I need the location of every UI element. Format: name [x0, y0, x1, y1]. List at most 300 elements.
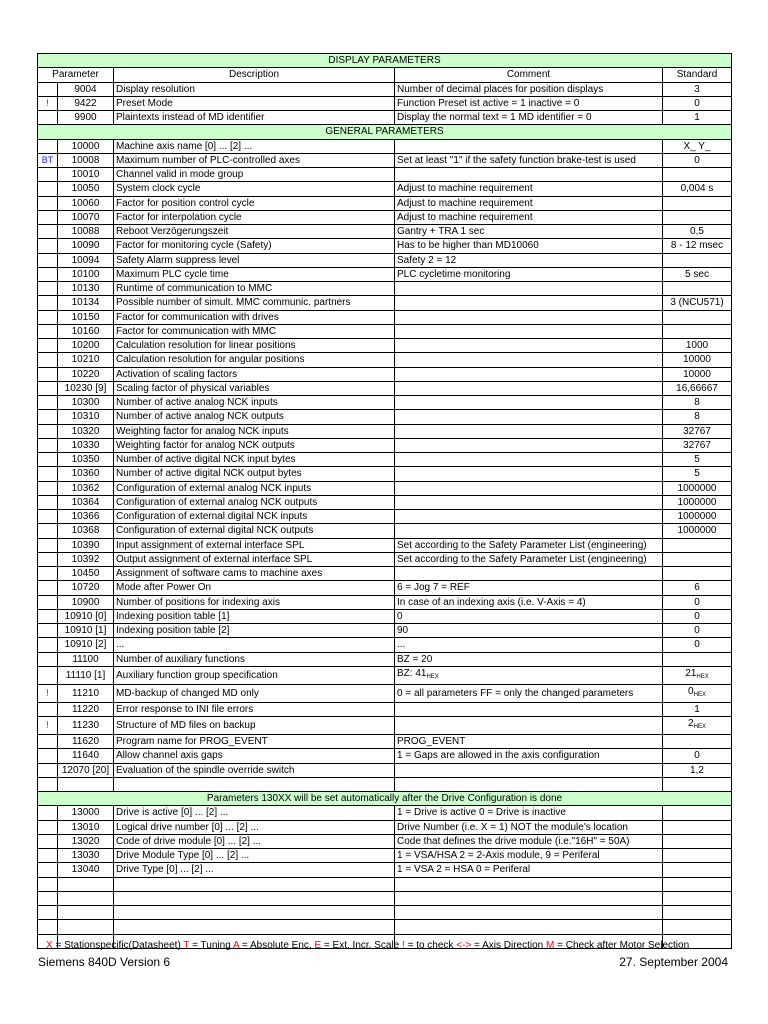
row-standard [663, 863, 732, 877]
row-description [114, 702, 395, 716]
row-parameter [58, 367, 114, 381]
row-flag [38, 552, 58, 566]
empty-cell [395, 777, 663, 791]
row-comment-text: 1 = Drive is active 0 = Drive is inactive [397, 807, 566, 819]
row-standard-text: 8 [694, 397, 700, 409]
row-parameter [58, 524, 114, 538]
row-comment-text: Set according to the Safety Parameter List (engineering) [397, 553, 647, 565]
row-description-text: Allow channel axis gaps [116, 750, 223, 762]
row-description-text: Maximum number of PLC-controlled axes [116, 154, 300, 166]
row-parameter-text: 10910 [0] [64, 610, 107, 622]
row-flag-text: ! [46, 97, 49, 108]
legend-key: <-> [456, 940, 472, 951]
table-row [38, 253, 732, 267]
row-flag [38, 717, 58, 735]
empty-cell [114, 777, 395, 791]
row-flag [38, 438, 58, 452]
row-description [114, 396, 395, 410]
row-comment-text: 0 [397, 610, 403, 622]
legend-text: = Tuning [189, 940, 231, 951]
empty-cell [114, 891, 395, 905]
row-description [114, 253, 395, 267]
row-comment [395, 638, 663, 652]
table-row [38, 495, 732, 509]
row-description [114, 453, 395, 467]
row-description-text: Weighting factor for analog NCK outputs [116, 439, 295, 451]
row-description [114, 210, 395, 224]
row-flag [38, 153, 58, 167]
table-row [38, 624, 732, 638]
row-comment-text: 1 = Gaps are allowed in the axis configuration [397, 750, 600, 762]
empty-cell [395, 891, 663, 905]
row-description-text: Drive Module Type [0] ... [2] ... [116, 850, 250, 862]
row-description [114, 239, 395, 253]
row-description [114, 139, 395, 153]
row-standard [663, 324, 732, 338]
row-standard [663, 495, 732, 509]
row-description-text: Display resolution [116, 83, 195, 95]
row-description-text: Scaling factor of physical variables [116, 382, 270, 394]
row-parameter [58, 609, 114, 623]
row-description-text: Runtime of communication to MMC [116, 283, 273, 295]
row-parameter-text: 10366 [71, 511, 100, 523]
row-description-text: MD-backup of changed MD only [116, 687, 259, 699]
row-parameter [58, 567, 114, 581]
row-description-text: Mode after Power On [116, 582, 212, 594]
table-row [38, 567, 732, 581]
row-standard-text: 6 [694, 582, 700, 594]
row-flag [38, 339, 58, 353]
table-row [38, 863, 732, 877]
row-parameter [58, 182, 114, 196]
row-flag [38, 567, 58, 581]
table-row [38, 310, 732, 324]
row-flag [38, 381, 58, 395]
legend-key: T [183, 940, 190, 951]
row-parameter [58, 239, 114, 253]
table-row [38, 652, 732, 666]
row-description-text: Output assignment of external interface SPL [116, 553, 313, 565]
row-standard [663, 538, 732, 552]
row-standard [663, 552, 732, 566]
table-row [38, 296, 732, 310]
empty-row [38, 906, 732, 920]
column-header-description: Description [114, 68, 395, 82]
row-description-text: Input assignment of external interface SPL [116, 539, 305, 551]
legend-key: X [46, 940, 53, 951]
row-comment-text: 0 = all parameters FF = only the changed parameters [397, 687, 634, 699]
table-row [38, 684, 732, 702]
row-parameter-text: 13010 [71, 821, 100, 833]
legend-key: ! [402, 940, 405, 951]
row-description-text: Maximum PLC cycle time [116, 268, 229, 280]
row-parameter-text: 10910 [1] [64, 625, 107, 637]
row-parameter [58, 381, 114, 395]
row-standard [663, 820, 732, 834]
row-parameter-text: 10008 [71, 154, 100, 166]
row-description [114, 310, 395, 324]
row-comment [395, 296, 663, 310]
row-comment-text: ... [397, 639, 406, 651]
row-description [114, 735, 395, 749]
row-standard-text: 16,66667 [676, 382, 718, 394]
row-parameter-text: 10100 [71, 268, 100, 280]
empty-cell [663, 777, 732, 791]
row-parameter [58, 153, 114, 167]
row-description-text: Assignment of software cams to machine axes [116, 568, 323, 580]
row-flag [38, 481, 58, 495]
row-parameter-text: 10392 [71, 553, 100, 565]
row-parameter-text: 13030 [71, 850, 100, 862]
empty-cell [38, 906, 58, 920]
row-parameter-text: 10362 [71, 482, 100, 494]
row-description-text: Possible number of simult. MMC communic. partners [116, 297, 351, 309]
row-parameter [58, 96, 114, 110]
row-parameter [58, 638, 114, 652]
table-row [38, 538, 732, 552]
row-flag [38, 495, 58, 509]
row-flag [38, 834, 58, 848]
row-description-text: Number of active analog NCK inputs [116, 397, 278, 409]
row-standard [663, 353, 732, 367]
row-description [114, 820, 395, 834]
row-flag [38, 296, 58, 310]
column-header-row [38, 68, 732, 82]
table-row [38, 467, 732, 481]
row-standard [663, 253, 732, 267]
section-title: GENERAL PARAMETERS [38, 125, 732, 139]
row-parameter-text: 9900 [74, 112, 97, 124]
empty-cell [38, 877, 58, 891]
row-description [114, 267, 395, 281]
row-standard [663, 396, 732, 410]
row-comment [395, 82, 663, 96]
row-parameter-text: 11110 [1] [65, 669, 106, 681]
row-flag [38, 595, 58, 609]
row-flag [38, 111, 58, 125]
row-standard [663, 225, 732, 239]
row-standard [663, 182, 732, 196]
row-standard-text: 0 [694, 625, 700, 637]
row-comment-text: PROG_EVENT [397, 736, 466, 748]
row-flag [38, 239, 58, 253]
section-title: Parameters 130XX will be set automatically after the Drive Configuration is done [38, 792, 732, 806]
row-parameter [58, 424, 114, 438]
row-flag [38, 196, 58, 210]
row-parameter [58, 353, 114, 367]
row-comment [395, 339, 663, 353]
row-flag [38, 410, 58, 424]
empty-cell [663, 920, 732, 934]
row-description [114, 282, 395, 296]
table-row [38, 609, 732, 623]
row-description [114, 638, 395, 652]
row-parameter-text: 11220 [71, 703, 100, 715]
row-description-text: Code of drive module [0] ... [2] ... [116, 835, 262, 847]
row-comment [395, 538, 663, 552]
section-header-general [38, 125, 732, 139]
row-parameter [58, 749, 114, 763]
row-description-text: Factor for communication with MMC [116, 325, 277, 337]
table-row [38, 849, 732, 863]
row-flag [38, 424, 58, 438]
row-description [114, 324, 395, 338]
row-comment [395, 806, 663, 820]
legend-key: M [546, 940, 555, 951]
row-comment [395, 410, 663, 424]
row-comment-text: Gantry + TRA 1 sec [397, 226, 485, 238]
row-parameter [58, 652, 114, 666]
row-description [114, 225, 395, 239]
row-description-text: Number of active analog NCK outputs [116, 411, 284, 423]
row-comment [395, 139, 663, 153]
row-flag [38, 210, 58, 224]
row-standard-text: 0 [688, 685, 694, 697]
row-standard-text: 1000000 [677, 525, 717, 537]
footer-date: 27. September 2004 [619, 955, 728, 969]
row-parameter-text: 10210 [71, 354, 100, 366]
row-flag [38, 538, 58, 552]
row-standard-text: 0,004 s [680, 183, 714, 195]
row-comment [395, 652, 663, 666]
table-row [38, 339, 732, 353]
row-flag [38, 353, 58, 367]
row-standard-text: 0 [694, 639, 700, 651]
row-comment [395, 310, 663, 324]
row-parameter-text: 9422 [74, 97, 97, 109]
section-header-display [38, 54, 732, 68]
row-comment [395, 702, 663, 716]
empty-cell [395, 877, 663, 891]
row-standard-text: 5 [694, 454, 700, 466]
empty-cell [663, 906, 732, 920]
row-standard [663, 82, 732, 96]
empty-cell [114, 906, 395, 920]
row-flag [38, 510, 58, 524]
row-description [114, 182, 395, 196]
row-standard-text: 3 [694, 83, 700, 95]
table-row [38, 153, 732, 167]
row-comment [395, 153, 663, 167]
row-description [114, 609, 395, 623]
row-comment-text: Adjust to machine requirement [397, 183, 533, 195]
empty-cell [38, 891, 58, 905]
table-row [38, 749, 732, 763]
row-comment-text: Code that defines the drive module (i.e."16H" = 50A) [397, 835, 630, 847]
row-comment [395, 749, 663, 763]
legend-text: = Absolute Enc. [239, 940, 312, 951]
table-row [38, 581, 732, 595]
row-comment [395, 820, 663, 834]
row-comment [395, 381, 663, 395]
row-parameter-text: 10060 [71, 197, 100, 209]
row-description-text: Number of active digital NCK output bytes [116, 468, 302, 480]
row-description [114, 717, 395, 735]
row-parameter-text: 10300 [71, 397, 100, 409]
row-standard-text: 1000000 [677, 511, 717, 523]
row-comment-text: 1 = VSA/HSA 2 = 2-Axis module, 9 = Periferal [397, 850, 600, 862]
table-row [38, 481, 732, 495]
row-parameter-text: 11640 [71, 750, 100, 762]
table-row [38, 595, 732, 609]
row-parameter [58, 834, 114, 848]
row-description [114, 567, 395, 581]
footer-title: Siemens 840D Version 6 [38, 955, 171, 969]
parameter-table [37, 53, 732, 949]
empty-cell [114, 877, 395, 891]
row-parameter-text: 13000 [71, 807, 100, 819]
legend [46, 940, 689, 951]
row-standard [663, 210, 732, 224]
row-parameter [58, 225, 114, 239]
row-parameter [58, 453, 114, 467]
row-parameter-text: 10150 [71, 311, 100, 323]
row-flag [38, 253, 58, 267]
row-parameter [58, 820, 114, 834]
row-flag [38, 82, 58, 96]
row-comment [395, 210, 663, 224]
row-parameter [58, 863, 114, 877]
row-description [114, 296, 395, 310]
empty-row [38, 920, 732, 934]
row-standard-text: 1 [694, 703, 700, 715]
row-standard-text: 5 [694, 468, 700, 480]
row-parameter-text: 9004 [74, 83, 97, 95]
table-row [38, 638, 732, 652]
row-parameter-text: 10330 [71, 439, 100, 451]
row-comment-text: Adjust to machine requirement [397, 211, 533, 223]
row-description [114, 153, 395, 167]
legend-key: A [233, 940, 240, 951]
row-standard-unit: HEX [696, 673, 709, 680]
row-comment-text: Number of decimal places for position displays [397, 83, 604, 95]
row-parameter [58, 552, 114, 566]
row-description [114, 495, 395, 509]
row-comment [395, 666, 663, 684]
row-standard-text: 2 [688, 718, 694, 729]
row-description-text: Drive is active [0] ... [2] ... [116, 807, 229, 819]
row-description-text: Indexing position table [2] [116, 625, 230, 637]
row-standard [663, 367, 732, 381]
row-standard-unit: HEX [693, 691, 706, 698]
row-flag-text: ! [46, 687, 49, 698]
row-standard [663, 624, 732, 638]
row-standard [663, 467, 732, 481]
row-standard-text: X_ Y_ [683, 140, 711, 152]
row-description-text: Activation of scaling factors [116, 368, 238, 380]
row-comment [395, 763, 663, 777]
row-parameter [58, 282, 114, 296]
row-parameter-text: 10010 [71, 169, 100, 181]
row-parameter [58, 296, 114, 310]
table-row [38, 367, 732, 381]
row-parameter [58, 310, 114, 324]
row-comment [395, 438, 663, 452]
table-row [38, 225, 732, 239]
row-flag [38, 524, 58, 538]
row-parameter [58, 196, 114, 210]
row-description [114, 196, 395, 210]
table-row [38, 453, 732, 467]
row-description-text: Evaluation of the spindle override switch [116, 764, 295, 776]
empty-cell [114, 920, 395, 934]
row-parameter-text: 11230 [71, 720, 100, 731]
row-standard [663, 702, 732, 716]
row-standard-text: 3 (NCU571) [670, 297, 724, 309]
row-standard [663, 524, 732, 538]
row-flag [38, 396, 58, 410]
row-comment-text: In case of an indexing axis (i.e. V-Axis = 4) [397, 596, 586, 608]
row-standard [663, 111, 732, 125]
table-row [38, 524, 732, 538]
row-standard [663, 684, 732, 702]
row-parameter [58, 666, 114, 684]
row-parameter [58, 324, 114, 338]
row-parameter-text: 10134 [71, 297, 100, 309]
section-header-drive-config [38, 792, 732, 806]
row-description-text: ... [116, 639, 125, 651]
row-parameter [58, 467, 114, 481]
row-standard [663, 749, 732, 763]
row-comment [395, 552, 663, 566]
row-comment-text: 6 = Jog 7 = REF [397, 582, 470, 594]
row-parameter-text: 10350 [71, 454, 100, 466]
legend-text: = to check [404, 940, 454, 951]
row-description-text: Weighting factor for analog NCK inputs [116, 425, 289, 437]
row-standard [663, 453, 732, 467]
row-standard [663, 735, 732, 749]
row-description [114, 595, 395, 609]
row-standard [663, 666, 732, 684]
row-description [114, 538, 395, 552]
row-standard [663, 581, 732, 595]
row-standard-text: 0 [694, 610, 700, 622]
row-flag-text: BT [41, 154, 54, 165]
row-parameter-text: 10364 [71, 496, 100, 508]
row-description [114, 168, 395, 182]
row-description-text: Factor for position control cycle [116, 197, 255, 209]
row-comment-text: Safety 2 = 12 [397, 254, 457, 266]
row-description [114, 624, 395, 638]
row-comment [395, 225, 663, 239]
empty-cell [58, 777, 114, 791]
row-standard [663, 168, 732, 182]
row-description [114, 666, 395, 684]
row-description-text: Calculation resolution for linear positions [116, 340, 296, 352]
row-comment-text: Set at least "1" if the safety function brake-test is used [397, 154, 636, 166]
row-comment [395, 684, 663, 702]
row-description-text: Factor for interpolation cycle [116, 211, 242, 223]
row-comment [395, 735, 663, 749]
row-description-text: Machine axis name [0] ... [2] ... [116, 140, 253, 152]
row-standard [663, 381, 732, 395]
row-description-text: Reboot Verzögerungszeit [116, 226, 229, 238]
row-description-text: Safety Alarm suppress level [116, 254, 240, 266]
row-description-text: System clock cycle [116, 183, 201, 195]
row-flag [38, 581, 58, 595]
row-parameter [58, 410, 114, 424]
table-row [38, 168, 732, 182]
empty-cell [395, 920, 663, 934]
row-parameter [58, 624, 114, 638]
row-comment-text: BZ: 41 [397, 667, 427, 679]
table-row [38, 196, 732, 210]
row-flag [38, 267, 58, 281]
row-comment [395, 624, 663, 638]
row-standard-text: 0 [694, 750, 700, 762]
row-flag [38, 735, 58, 749]
row-standard-text: 5 sec [685, 268, 709, 280]
